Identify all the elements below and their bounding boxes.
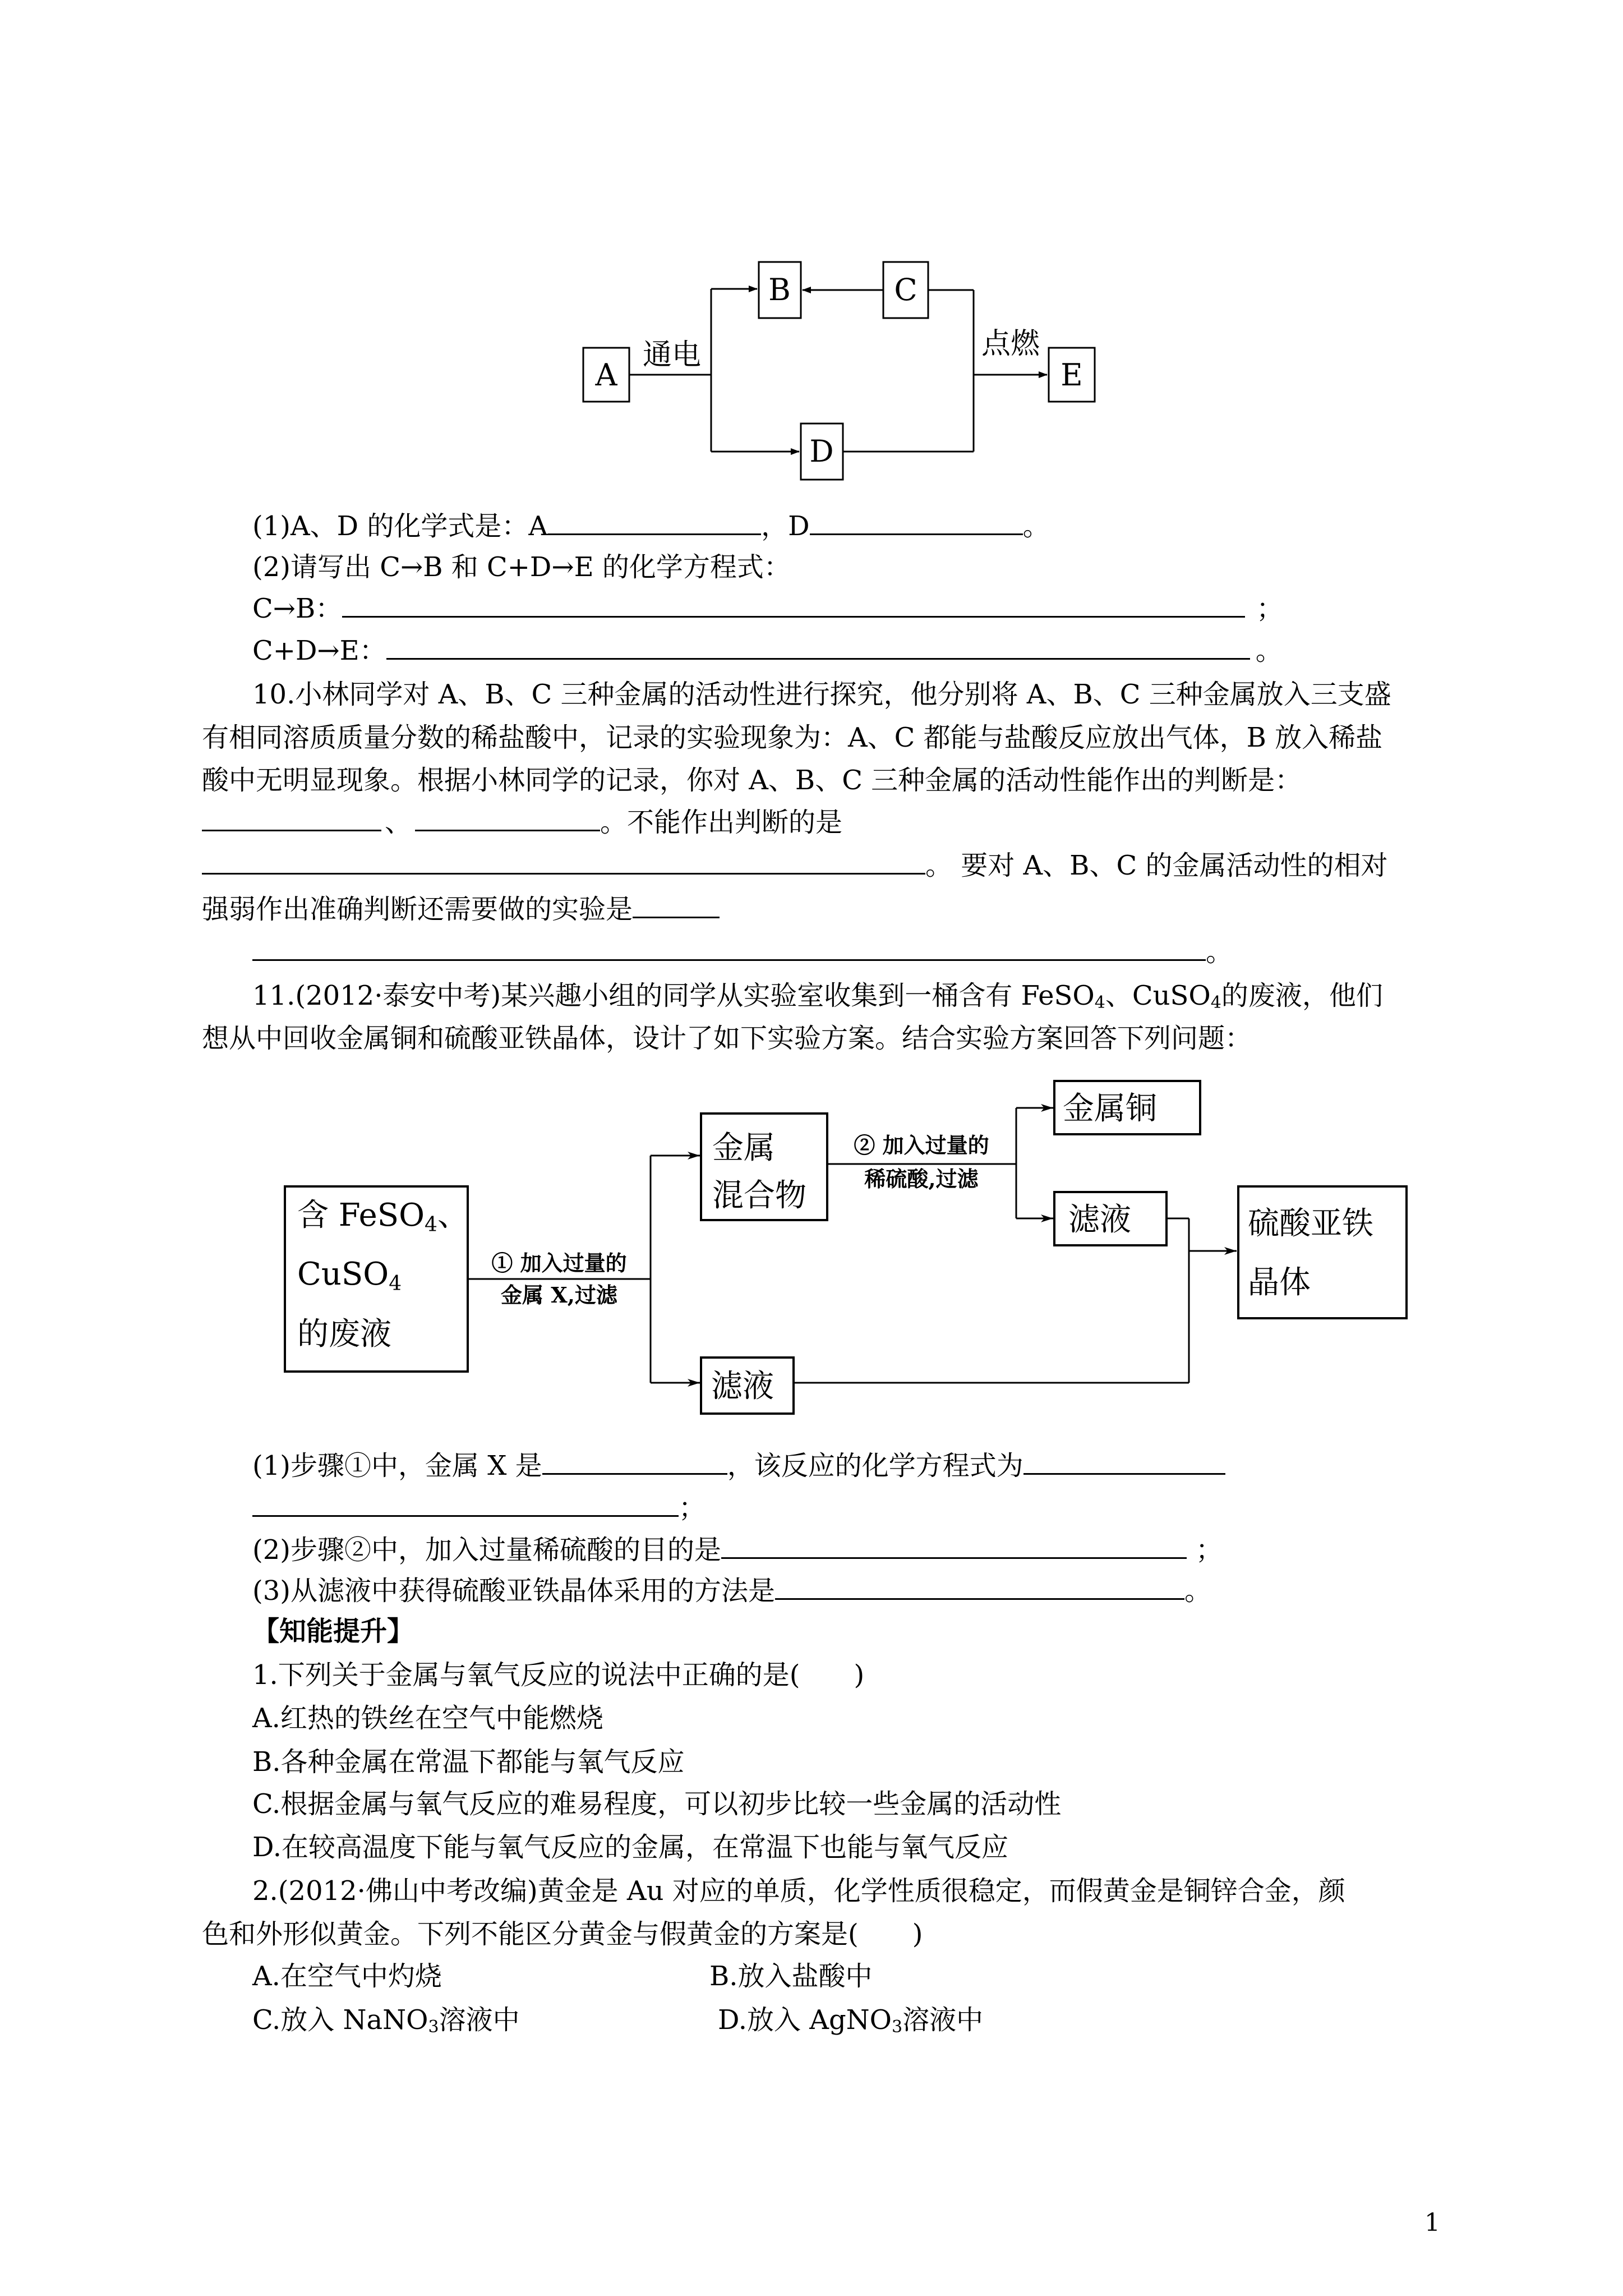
q11-line2: 想从中回收金属铜和硫酸亚铁晶体，设计了如下实验方案。结合实验方案回答下列问题： <box>202 1023 1252 1054</box>
mc2-stem-1: 2.(2012·佛山中考改编)黄金是 Au 对应的单质，化学性质很稳定，而假黄金是铜锌合金，颜 <box>252 1875 1345 1907</box>
q10-line4 <box>202 804 842 841</box>
label-e: E <box>1061 357 1083 393</box>
answer-blank-purpose[interactable] <box>721 1535 1187 1559</box>
q10-line5-end: 。 要对 A、B、C 的金属活动性的相对 <box>925 850 1388 881</box>
q11-line1 <box>252 977 1383 1022</box>
q11-sub2-end: ； <box>1196 1534 1223 1566</box>
q10-line1: 10.小林同学对 A、B、C 三种金属的活动性进行探究，他分别将 A、B、C 三种金属放入三支盛 <box>252 679 1391 710</box>
mc2-option-c-b: 溶液中 <box>439 2004 520 2036</box>
page-number: 1 <box>1424 2208 1440 2237</box>
answer-blank-experiment-cont[interactable] <box>252 937 1206 961</box>
label-d: D <box>809 434 834 469</box>
answer-blank-method[interactable] <box>775 1576 1184 1600</box>
mc2-stem-2: 色和外形似黄金。下列不能区分黄金与假黄金的方案是( ) <box>202 1918 923 1950</box>
answer-blank-equation-cont[interactable] <box>252 1493 679 1517</box>
mc2-option-b[interactable]: B.放入盐酸中 <box>709 1961 873 1992</box>
q10-line6-text: 强弱作出准确判断还需要做的实验是 <box>202 894 633 925</box>
answer-blank-undetermined[interactable] <box>202 850 925 875</box>
q11-sub1 <box>252 1447 1225 1484</box>
q9-line-cde-label: C+D→E： <box>252 635 386 666</box>
filtrate-bottom-label: 滤液 <box>711 1368 774 1405</box>
mc1-option-c[interactable]: C.根据金属与氧气反应的难易程度，可以初步比较一些金属的活动性 <box>252 1788 1062 1820</box>
mc2-option-d[interactable] <box>718 2001 983 2046</box>
crystal-label-1: 硫酸亚铁 <box>1248 1205 1373 1242</box>
waste-label-1: 含 FeSO4、 <box>297 1197 469 1236</box>
label-b: B <box>768 272 791 307</box>
q9-line-cde-end: 。 <box>1255 635 1283 666</box>
metal-mix-label-2: 混合物 <box>712 1177 806 1214</box>
mc2-option-c-a: C.放入 NaNO <box>252 2004 428 2036</box>
q9-line-cb <box>252 590 1283 627</box>
reaction-diagram-1 <box>578 255 1110 491</box>
answer-blank-a[interactable] <box>548 511 761 535</box>
mc2-option-c-sub: 3 <box>428 2017 439 2037</box>
q11-line1-a: 11.(2012·泰安中考)某兴趣小组的同学从实验室收集到一桶含有 FeSO <box>252 980 1095 1011</box>
step1-condition-top: ① 加入过量的 <box>491 1250 627 1276</box>
mc2-option-d-a: D.放入 AgNO <box>718 2004 892 2036</box>
q10-line7-end: 。 <box>1206 936 1233 968</box>
q11-sub1-b: ，该反应的化学方程式为 <box>727 1450 1023 1481</box>
answer-blank-d[interactable] <box>810 511 1023 535</box>
answer-blank-judge-2[interactable] <box>415 807 600 831</box>
q9-part1-prefix: (1)A、D 的化学式是：A <box>252 510 548 542</box>
label-c: C <box>894 272 917 307</box>
metal-mix-label-1: 金属 <box>712 1130 775 1166</box>
section-title-text: 【知能提升】 <box>252 1616 414 1647</box>
step2-condition-top: ② 加入过量的 <box>854 1133 989 1158</box>
answer-blank-equation[interactable] <box>1023 1451 1225 1475</box>
q9-part2: (2)请写出 C→B 和 C+D→E 的化学方程式： <box>252 551 791 583</box>
q11-sub3-text: (3)从滤液中获得硫酸亚铁晶体采用的方法是 <box>252 1575 775 1607</box>
q11-line1-b: 、CuSO <box>1105 980 1211 1011</box>
step1-condition-bottom: 金属 X,过滤 <box>501 1282 617 1308</box>
q10-line4-end: 。不能作出判断的是 <box>600 807 843 838</box>
mc1-option-a[interactable]: A.红热的铁丝在空气中能燃烧 <box>252 1703 603 1734</box>
step2-condition-bottom: 稀硫酸,过滤 <box>864 1166 979 1191</box>
answer-blank-metal-x[interactable] <box>542 1451 727 1475</box>
q11-sub1-a: (1)步骤①中，金属 X 是 <box>252 1450 542 1481</box>
q11-line1-c: 的废液，他们 <box>1221 980 1383 1011</box>
q11-sub1: 4 <box>1094 993 1105 1013</box>
q9-part1 <box>252 508 1050 545</box>
q11-sub1-end: ； <box>679 1492 706 1524</box>
q10-line6 <box>202 891 720 928</box>
mc2-option-d-b: 溶液中 <box>902 2004 984 2036</box>
answer-blank-experiment[interactable] <box>633 894 720 918</box>
section-title <box>252 1613 414 1650</box>
filtrate-top-label: 滤液 <box>1068 1202 1131 1238</box>
waste-label-3: 的废液 <box>297 1316 391 1352</box>
waste-label-2: CuSO4 <box>297 1256 402 1295</box>
q10-line4-mid: 、 <box>385 807 412 838</box>
mc2-option-a[interactable]: A.在空气中灼烧 <box>252 1961 442 1992</box>
label-ignite: 点燃 <box>981 327 1040 361</box>
q9-line-cb-label: C→B： <box>252 593 343 624</box>
q11-sub2: 4 <box>1210 993 1221 1013</box>
label-a: A <box>595 357 617 393</box>
mc1-option-d[interactable]: D.在较高温度下能与氧气反应的金属，在常温下也能与氧气反应 <box>252 1832 1009 1863</box>
q9-line-cde <box>252 632 1283 669</box>
q11-sub2-text: (2)步骤②中，加入过量稀硫酸的目的是 <box>252 1534 721 1566</box>
crystal-label-2: 晶体 <box>1248 1264 1311 1301</box>
q11-sub3-end: 。 <box>1184 1575 1212 1607</box>
q11-sub1-cont <box>252 1489 706 1526</box>
q9-part1-mid: ，D <box>761 510 810 542</box>
mc2-option-c[interactable] <box>252 2001 520 2046</box>
q11-sub2 <box>252 1531 1223 1568</box>
copper-label: 金属铜 <box>1063 1091 1157 1127</box>
answer-blank-judge-1[interactable] <box>202 807 381 831</box>
q9-line-cb-end: ； <box>1256 593 1284 624</box>
q9-part1-end: 。 <box>1022 510 1050 542</box>
answer-blank-cb[interactable] <box>342 593 1245 618</box>
q11-sub3 <box>252 1572 1211 1609</box>
mc1-stem: 1.下列关于金属与氧气反应的说法中正确的是( ) <box>252 1659 865 1691</box>
q10-line2: 有相同溶质质量分数的稀盐酸中，记录的实验现象为：A、C 都能与盐酸反应放出气体，B 放入稀盐 <box>202 722 1383 753</box>
q10-line3: 酸中无明显现象。根据小林同学的记录，你对 A、B、C 三种金属的活动性能作出的判断是： <box>202 765 1302 796</box>
mc2-option-d-sub: 3 <box>892 2017 903 2037</box>
label-electrolysis: 通电 <box>642 338 702 372</box>
mc1-option-b[interactable]: B.各种金属在常温下都能与氧气反应 <box>252 1746 685 1778</box>
answer-blank-cde[interactable] <box>386 636 1250 660</box>
q10-line5 <box>202 847 1387 884</box>
recovery-flowchart <box>280 1074 1424 1433</box>
q10-line7 <box>252 933 1233 970</box>
